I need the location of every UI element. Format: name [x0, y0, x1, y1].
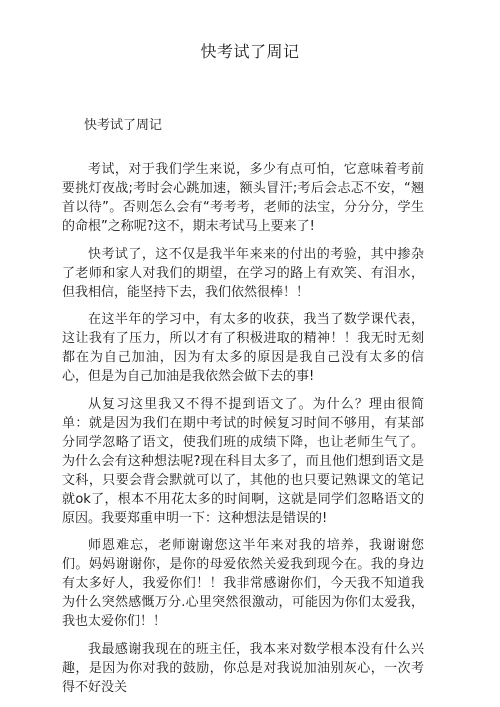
paragraph: 考试，对于我们学生来说，多少有点可怕，它意味着考前要挑灯夜战;考时会心跳加速，额头冒汗;考后会忐忑不安，“翘首以待”。否则怎么会有“考考考，老师的法宝，分分分，学生的命根”之称呢?这不，期末考试马上要来了!	[62, 162, 424, 234]
paragraph: 快考试了，这不仅是我半年来来的付出的考验，其中掺杂了老师和家人对我们的期望，在学习的路上有欢笑、有泪水，但我相信，能坚持下去，我们依然很棒！！	[62, 246, 424, 300]
paragraph: 在这半年的学习中，有太多的收获，我当了数学课代表，这让我有了压力，所以才有了积极进取的精神！！我无时无刻都在为自己加油，因为有太多的原因是我自己没有太多的信心，但是为自己加油是我依然会做下去的事!	[62, 312, 424, 384]
document-subtitle: 快考试了周记	[84, 118, 163, 133]
document-body	[62, 160, 424, 705]
paragraph: 师恩难忘，老师谢谢您这半年来对我的培养，我谢谢您们。妈妈谢谢你，是你的母爱依然关爱我到现今在。我的身边有太多好人，我爱你们！！我非常感谢你们，今天我不知道我为什么突然感慨万分.心里突然很激动，可能因为你们太爱我，我也太爱你们！！	[62, 538, 424, 629]
paragraph: 我最感谢我现在的班主任，我本来对数学根本没有什么兴趣，是因为你对我的鼓励，你总是对我说加油别灰心，一次考得不好没关	[62, 641, 424, 695]
document-title: 快考试了周记	[200, 42, 300, 61]
paragraph: 从复习这里我又不得不提到语文了。为什么？理由很简单：就是因为我们在期中考试的时候复习时间不够用，有某部分同学忽略了语文，使我们班的成绩下降，也让老师生气了。为什么会有这种想法呢?现在科目太多了，而且他们想到语文是文科，只要会背会默就可以了，其他的也只要记熟课文的笔记就ok了，根本不用花太多的时间啊，这就是同学们忽略语文的原因。我要郑重申明一下：这种想法是错误的!	[62, 396, 424, 526]
